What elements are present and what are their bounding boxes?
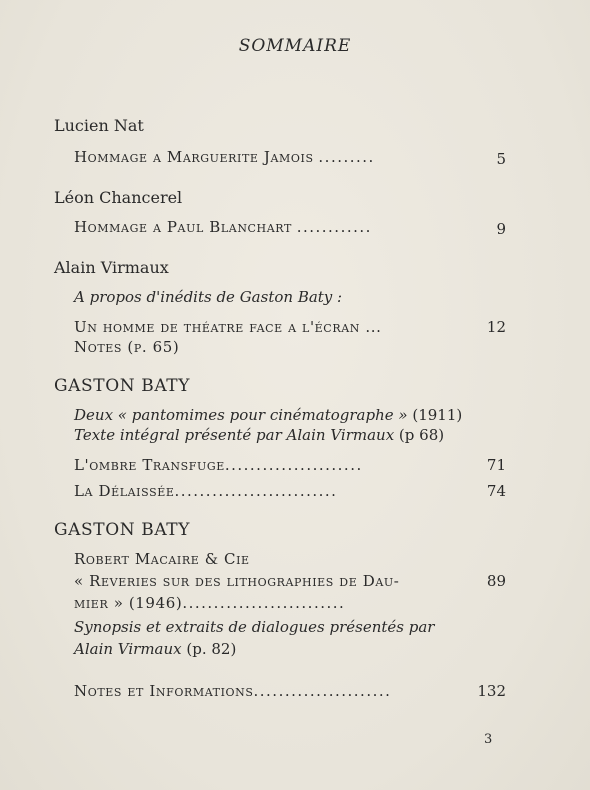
- section1-desc-line1: [74, 406, 462, 424]
- section-heading-gaston-baty-1: GASTON BATY: [54, 376, 191, 396]
- toc-entry-hommage-blanchart: [74, 218, 372, 236]
- page-number-entry: 74: [486, 482, 506, 500]
- toc-entry-delaissee: [74, 482, 337, 500]
- toc-entry-ombre-transfuge: [74, 456, 363, 474]
- toc-entry-label: Hommage a Paul Blanchart: [74, 218, 292, 236]
- page-number-entry: 12: [486, 318, 506, 336]
- desc-page-ref: (p 68): [394, 426, 445, 444]
- page-number-entry: 71: [486, 456, 506, 474]
- dot-leader: ......................: [224, 456, 363, 474]
- dot-leader: ..........................: [182, 594, 346, 612]
- page-title: SOMMAIRE: [238, 36, 352, 56]
- dot-leader: .........: [318, 148, 375, 166]
- desc-italic: Deux « pantomimes pour cinématographe »: [74, 406, 408, 424]
- page-number-entry: 9: [496, 220, 506, 238]
- section2-italic-line2: [74, 640, 236, 658]
- toc-entry-label: Notes et Informations: [74, 682, 254, 700]
- folio-number: 3: [484, 732, 493, 747]
- toc-entry-hommage-jamois: [74, 148, 375, 166]
- author-lucien-nat: Lucien Nat: [54, 116, 144, 135]
- toc-entry-homme-theatre: Un homme de théatre face a l'écran ...: [74, 318, 382, 336]
- desc-italic: Alain Virmaux: [74, 640, 182, 658]
- author-leon-chancerel: Léon Chancerel: [54, 188, 183, 207]
- toc-entry-label: L'ombre Transfuge: [74, 456, 225, 474]
- section-heading-gaston-baty-2: GASTON BATY: [54, 520, 191, 540]
- toc-entry-label: La Délaissée: [74, 482, 175, 500]
- desc-year: (1911): [407, 406, 463, 424]
- toc-entry-label: Hommage a Marguerite Jamois: [74, 148, 314, 166]
- desc-page-ref: (p. 82): [181, 640, 237, 658]
- toc-intro-italic: A propos d'inédits de Gaston Baty :: [74, 288, 343, 306]
- dot-leader: ..........................: [174, 482, 338, 500]
- toc-entry-label: mier » (1946): [74, 594, 183, 612]
- desc-italic: Texte intégral présenté par Alain Virmaux: [74, 426, 395, 444]
- dot-leader: ............: [296, 218, 372, 236]
- page-number-entry: 132: [477, 682, 506, 700]
- section2-italic-line1: Synopsis et extraits de dialogues présentés par: [74, 618, 435, 636]
- author-alain-virmaux: Alain Virmaux: [54, 258, 169, 277]
- toc-entry-reveries: « Reveries sur des lithographies de Dau-: [74, 572, 400, 590]
- page-number-entry: 89: [486, 572, 506, 590]
- page-number-entry: 5: [496, 150, 506, 168]
- section1-desc-line2: [74, 426, 444, 444]
- toc-entry-notes-informations: [74, 682, 391, 700]
- toc-entry-robert-macaire: Robert Macaire & Cie: [74, 550, 250, 568]
- dot-leader: ......................: [253, 682, 392, 700]
- toc-entry-daumier: [74, 594, 345, 612]
- toc-notes-line: Notes (p. 65): [74, 338, 180, 356]
